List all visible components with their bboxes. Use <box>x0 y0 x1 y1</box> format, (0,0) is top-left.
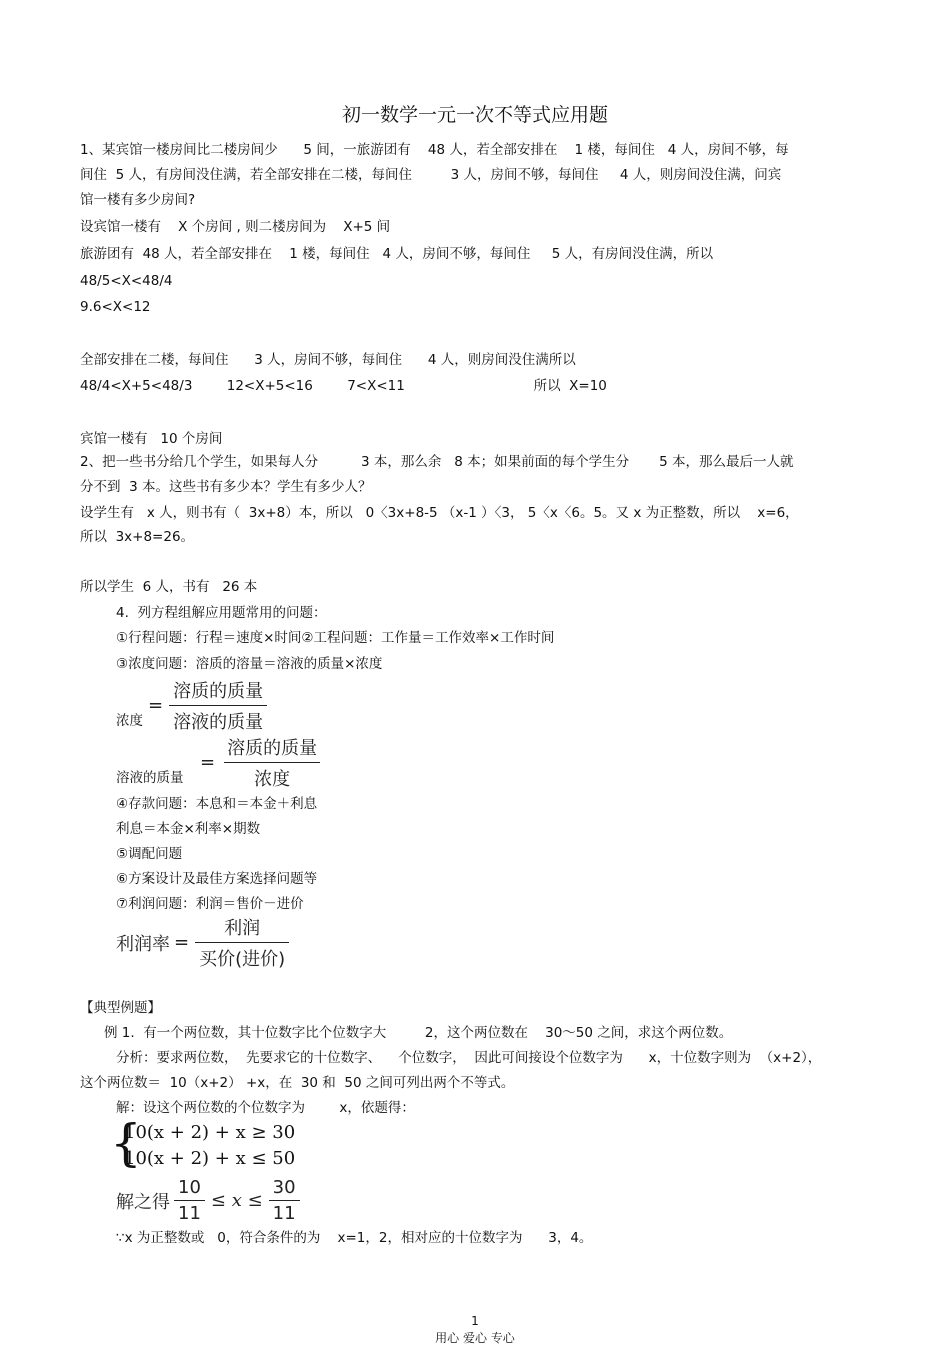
fraction-denominator: 买价(进价) <box>195 942 289 971</box>
inequality-2: 10(x + 2) + x ≤ 50 <box>124 1148 296 1169</box>
inequality-system <box>124 1120 295 1172</box>
profit-formula: ⑦利润问题：利润＝售价－进价 <box>116 896 304 912</box>
system-brace: { <box>110 1114 142 1172</box>
fraction-denominator: 11 <box>174 1200 205 1224</box>
problem1-setup: 设宾馆一楼有 X 个房间 , 则二楼房间为 X+5 间 <box>80 219 391 235</box>
problem1-condition1: 旅游团有 48 人，若全部安排在 1 楼，每间住 4 人，房间不够，每间住 5 人，有房间没住满，所以 <box>80 246 714 262</box>
problem2-line2: 分不到 3 本。这些书有多少本？学生有多少人？ <box>80 479 372 495</box>
problem2-book-count: 所以 3x+8=26。 <box>80 529 195 545</box>
example1-analysis-cont: 这个两位数＝ 10（x+2） +x，在 30 和 50 之间可列出两个不等式。 <box>80 1075 515 1091</box>
fraction-numerator: 30 <box>272 1177 296 1198</box>
examples-heading: 【典型例题】 <box>80 1000 161 1016</box>
fraction-numerator: 利润 <box>224 918 261 939</box>
concentration-label: 浓度 <box>116 713 143 729</box>
concentration-formula: ③浓度问题：溶质的溶量＝溶液的质量×浓度 <box>116 656 383 672</box>
equals-sign: = <box>200 752 216 773</box>
page-number: 1 <box>471 1314 479 1328</box>
footer-motto: 用心 爱心 专心 <box>435 1331 515 1345</box>
solution-mass-fraction <box>200 734 323 791</box>
fraction-numerator: 溶质的质量 <box>227 738 318 759</box>
travel-work-formula: ①行程问题：行程＝速度×时间②工程问题：工作量＝工作效率×工作时间 <box>116 630 555 646</box>
solution-range <box>116 1177 300 1224</box>
equals-sign: = <box>174 932 190 953</box>
inequality-1: 10(x + 2) + x ≥ 30 <box>124 1122 296 1143</box>
page-title: 初一数学一元一次不等式应用题 <box>341 104 608 126</box>
problem1-line2: 间住 5 人，有房间没住满，若全部安排在二楼，每间住 3 人，房间不够，每间住 4 人，则房间没住满，问宾 <box>80 167 782 183</box>
deposit-formula: ④存款问题：本息和＝本金＋利息 <box>116 796 318 812</box>
section4-heading: 4. 列方程组解应用题常用的问题： <box>116 605 327 621</box>
problem1-answer: 宾馆一楼有 10 个房间 <box>80 431 223 447</box>
fraction-denominator: 浓度 <box>224 762 320 791</box>
fraction-numerator: 溶质的质量 <box>173 681 264 702</box>
plan-design-problem: ⑥方案设计及最佳方案选择问题等 <box>116 871 318 887</box>
example1-analysis: 分析：要求两位数， 先要求它的十位数字、 个位数字， 因此可间接设个位数字为 x，十位数字则为 （x+2）， <box>116 1050 822 1066</box>
problem1-inequality1-result: 9.6<X<12 <box>80 299 151 315</box>
range-operator: ≤ x ≤ <box>210 1190 263 1211</box>
example1-conclusion: ∵x 为正整数或 0，符合条件的为 x=1，2，相对应的十位数字为 3，4。 <box>116 1230 593 1246</box>
problem1-line1: 1、某宾馆一楼房间比二楼房间少 5 间，一旅游团有 48 人，若全部安排在 1 楼，每间住 4 人，房间不够，每 <box>80 142 789 158</box>
fraction-numerator: 10 <box>178 1177 201 1198</box>
problem2-line1: 2、把一些书分给几个学生，如果每人分 3 本，那么余 8 本；如果前面的每个学生分 5 本，那么最后一人就 <box>80 454 794 470</box>
interest-formula: 利息＝本金×利率×期数 <box>116 821 261 837</box>
fraction-denominator: 11 <box>269 1200 300 1224</box>
example1-solution-intro: 解：设这个两位数的个位数字为 x，依题得： <box>116 1100 415 1116</box>
problem2-solution: 设学生有 x 人，则书有（ 3x+8）本，所以 0〈3x+8-5 （x-1 ）〈3， 5〈x〈6。5。又 x 为正整数，所以 x=6， <box>80 505 799 521</box>
solution-label: 解之得 <box>116 1191 170 1213</box>
problem1-line3: 馆一楼有多少房间? <box>80 192 196 208</box>
problem1-inequality2: 48/4<X+5<48/3 12<X+5<16 7<X<11 所以 X=10 <box>80 378 607 394</box>
allocation-problem: ⑤调配问题 <box>116 846 183 862</box>
example1-question: 例 1. 有一个两位数，其十位数字比个位数字大 2，这个两位数在 30～50 之间，求这个两位数。 <box>104 1025 733 1041</box>
equals-sign: = <box>148 695 164 716</box>
profit-rate-fraction <box>116 914 289 971</box>
problem2-answer: 所以学生 6 人，书有 26 本 <box>80 579 258 595</box>
concentration-fraction <box>148 677 267 734</box>
solution-mass-label: 溶液的质量 <box>116 770 184 786</box>
profit-rate-label: 利润率 <box>116 933 170 955</box>
problem1-condition2: 全部安排在二楼，每间住 3 人，房间不够，每间住 4 人，则房间没住满所以 <box>80 352 576 368</box>
problem1-inequality1: 48/5<X<48/4 <box>80 273 173 289</box>
fraction-denominator: 溶液的质量 <box>169 705 267 734</box>
